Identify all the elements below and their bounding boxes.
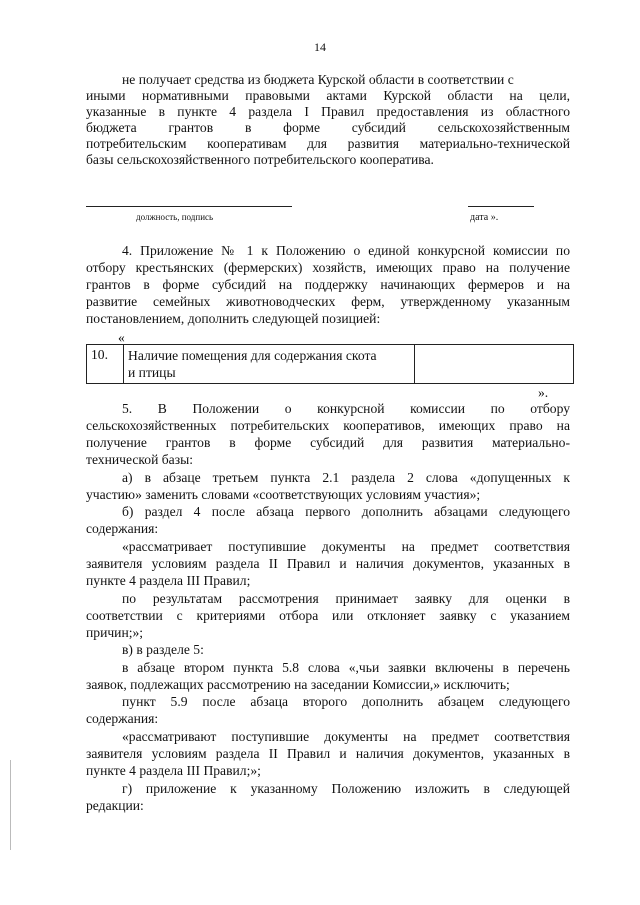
paragraph-line: постановлением, дополнить следующей позицией: — [86, 311, 381, 326]
paragraph-line: содержания: — [86, 711, 159, 726]
date-caption: дата ». — [470, 212, 499, 223]
paragraph-line: пункт 5.9 после абзаца второго дополнить абзацем следующего — [122, 694, 570, 709]
paragraph-line: заявителя условиям раздела II Правил и наличия документов, указанных в — [86, 556, 570, 571]
row-number: 10. — [87, 345, 124, 384]
paragraph-line: «рассматривают поступившие документы на предмет соответствия — [122, 729, 570, 744]
paragraph-line: грантов в форме субсидий на поддержку начинающих фермеров и на — [86, 277, 570, 292]
criterion-line-2: и птицы — [128, 365, 176, 380]
paragraph-line: участию» заменить словами «соответствующих условиям участия»; — [86, 487, 481, 502]
paragraph-line: в) в разделе 5: — [122, 642, 204, 657]
page-number: 14 — [314, 40, 326, 54]
paragraph-line: редакции: — [86, 798, 144, 813]
paragraph-line: потребительским кооперативам для развития материально-технической — [86, 136, 570, 151]
paragraph-line: в абзаце втором пункта 5.8 слова «,чьи заявки включены в перечень — [122, 660, 570, 675]
paragraph-line: сельскохозяйственных потребительских кооперативов, имеющих право на — [86, 418, 570, 433]
row-criterion — [124, 345, 415, 384]
paragraph-line: заявителя условиям раздела II Правил и наличия документов, указанных в — [86, 746, 570, 761]
paragraph-line: указанные в пункте 4 раздела I Правил предоставления из областного — [86, 104, 570, 119]
paragraph-line: отбору крестьянских (фермерских) хозяйств, имеющих право на получение — [86, 260, 570, 275]
row-value — [415, 345, 574, 384]
paragraph-line: а) в абзаце третьем пункта 2.1 раздела 2 слова «допущенных к — [122, 470, 570, 485]
criteria-table — [86, 344, 574, 384]
close-quote: ». — [538, 385, 549, 400]
paragraph-line: заявок, подлежащих рассмотрению на заседании Комиссии,» исключить; — [86, 677, 510, 692]
paragraph-line: технической базы: — [86, 452, 193, 467]
paragraph-line: пункте 4 раздела III Правил;»; — [86, 763, 261, 778]
table-row — [87, 345, 574, 384]
paragraph-line: развитие семейных животноводческих ферм, утвержденному указанным — [86, 294, 570, 309]
paragraph-line: по результатам рассмотрения принимает заявку для оценки в — [122, 591, 570, 606]
paragraph-line: б) раздел 4 после абзаца первого дополнить абзацами следующего — [122, 504, 570, 519]
paragraph-line: «рассматривает поступившие документы на предмет соответствия — [122, 539, 570, 554]
paragraph-line: соответствии с критериями отбора или отклоняет заявку с указанием — [86, 608, 570, 623]
paragraph-line: 5. В Положении о конкурсной комиссии по отбору — [122, 401, 570, 416]
paragraph-line: бюджета грантов в форме субсидий сельскохозяйственным — [86, 120, 570, 135]
paragraph-line: г) приложение к указанному Положению изложить в следующей — [122, 781, 570, 796]
criterion-line-1: Наличие помещения для содержания скота — [128, 348, 377, 363]
paragraph-line: не получает средства из бюджета Курской области в соответствии с — [122, 72, 514, 87]
paragraph-line: базы сельскохозяйственного потребительского кооператива. — [86, 152, 434, 167]
paragraph-line: пункте 4 раздела III Правил; — [86, 573, 251, 588]
paragraph-line: иными нормативными правовыми актами Курской области на цели, — [86, 88, 570, 103]
signature-line — [86, 206, 292, 207]
scan-edge-mark — [10, 760, 11, 850]
open-quote: « — [118, 330, 125, 345]
date-line — [468, 206, 534, 207]
paragraph-line: 4. Приложение № 1 к Положению о единой конкурсной комиссии по — [122, 243, 570, 258]
paragraph-line: содержания: — [86, 521, 159, 536]
signature-caption: должность, подпись — [136, 212, 214, 222]
paragraph-line: причин;»; — [86, 625, 144, 640]
paragraph-line: получение грантов в форме субсидий для развития материально- — [86, 435, 570, 450]
